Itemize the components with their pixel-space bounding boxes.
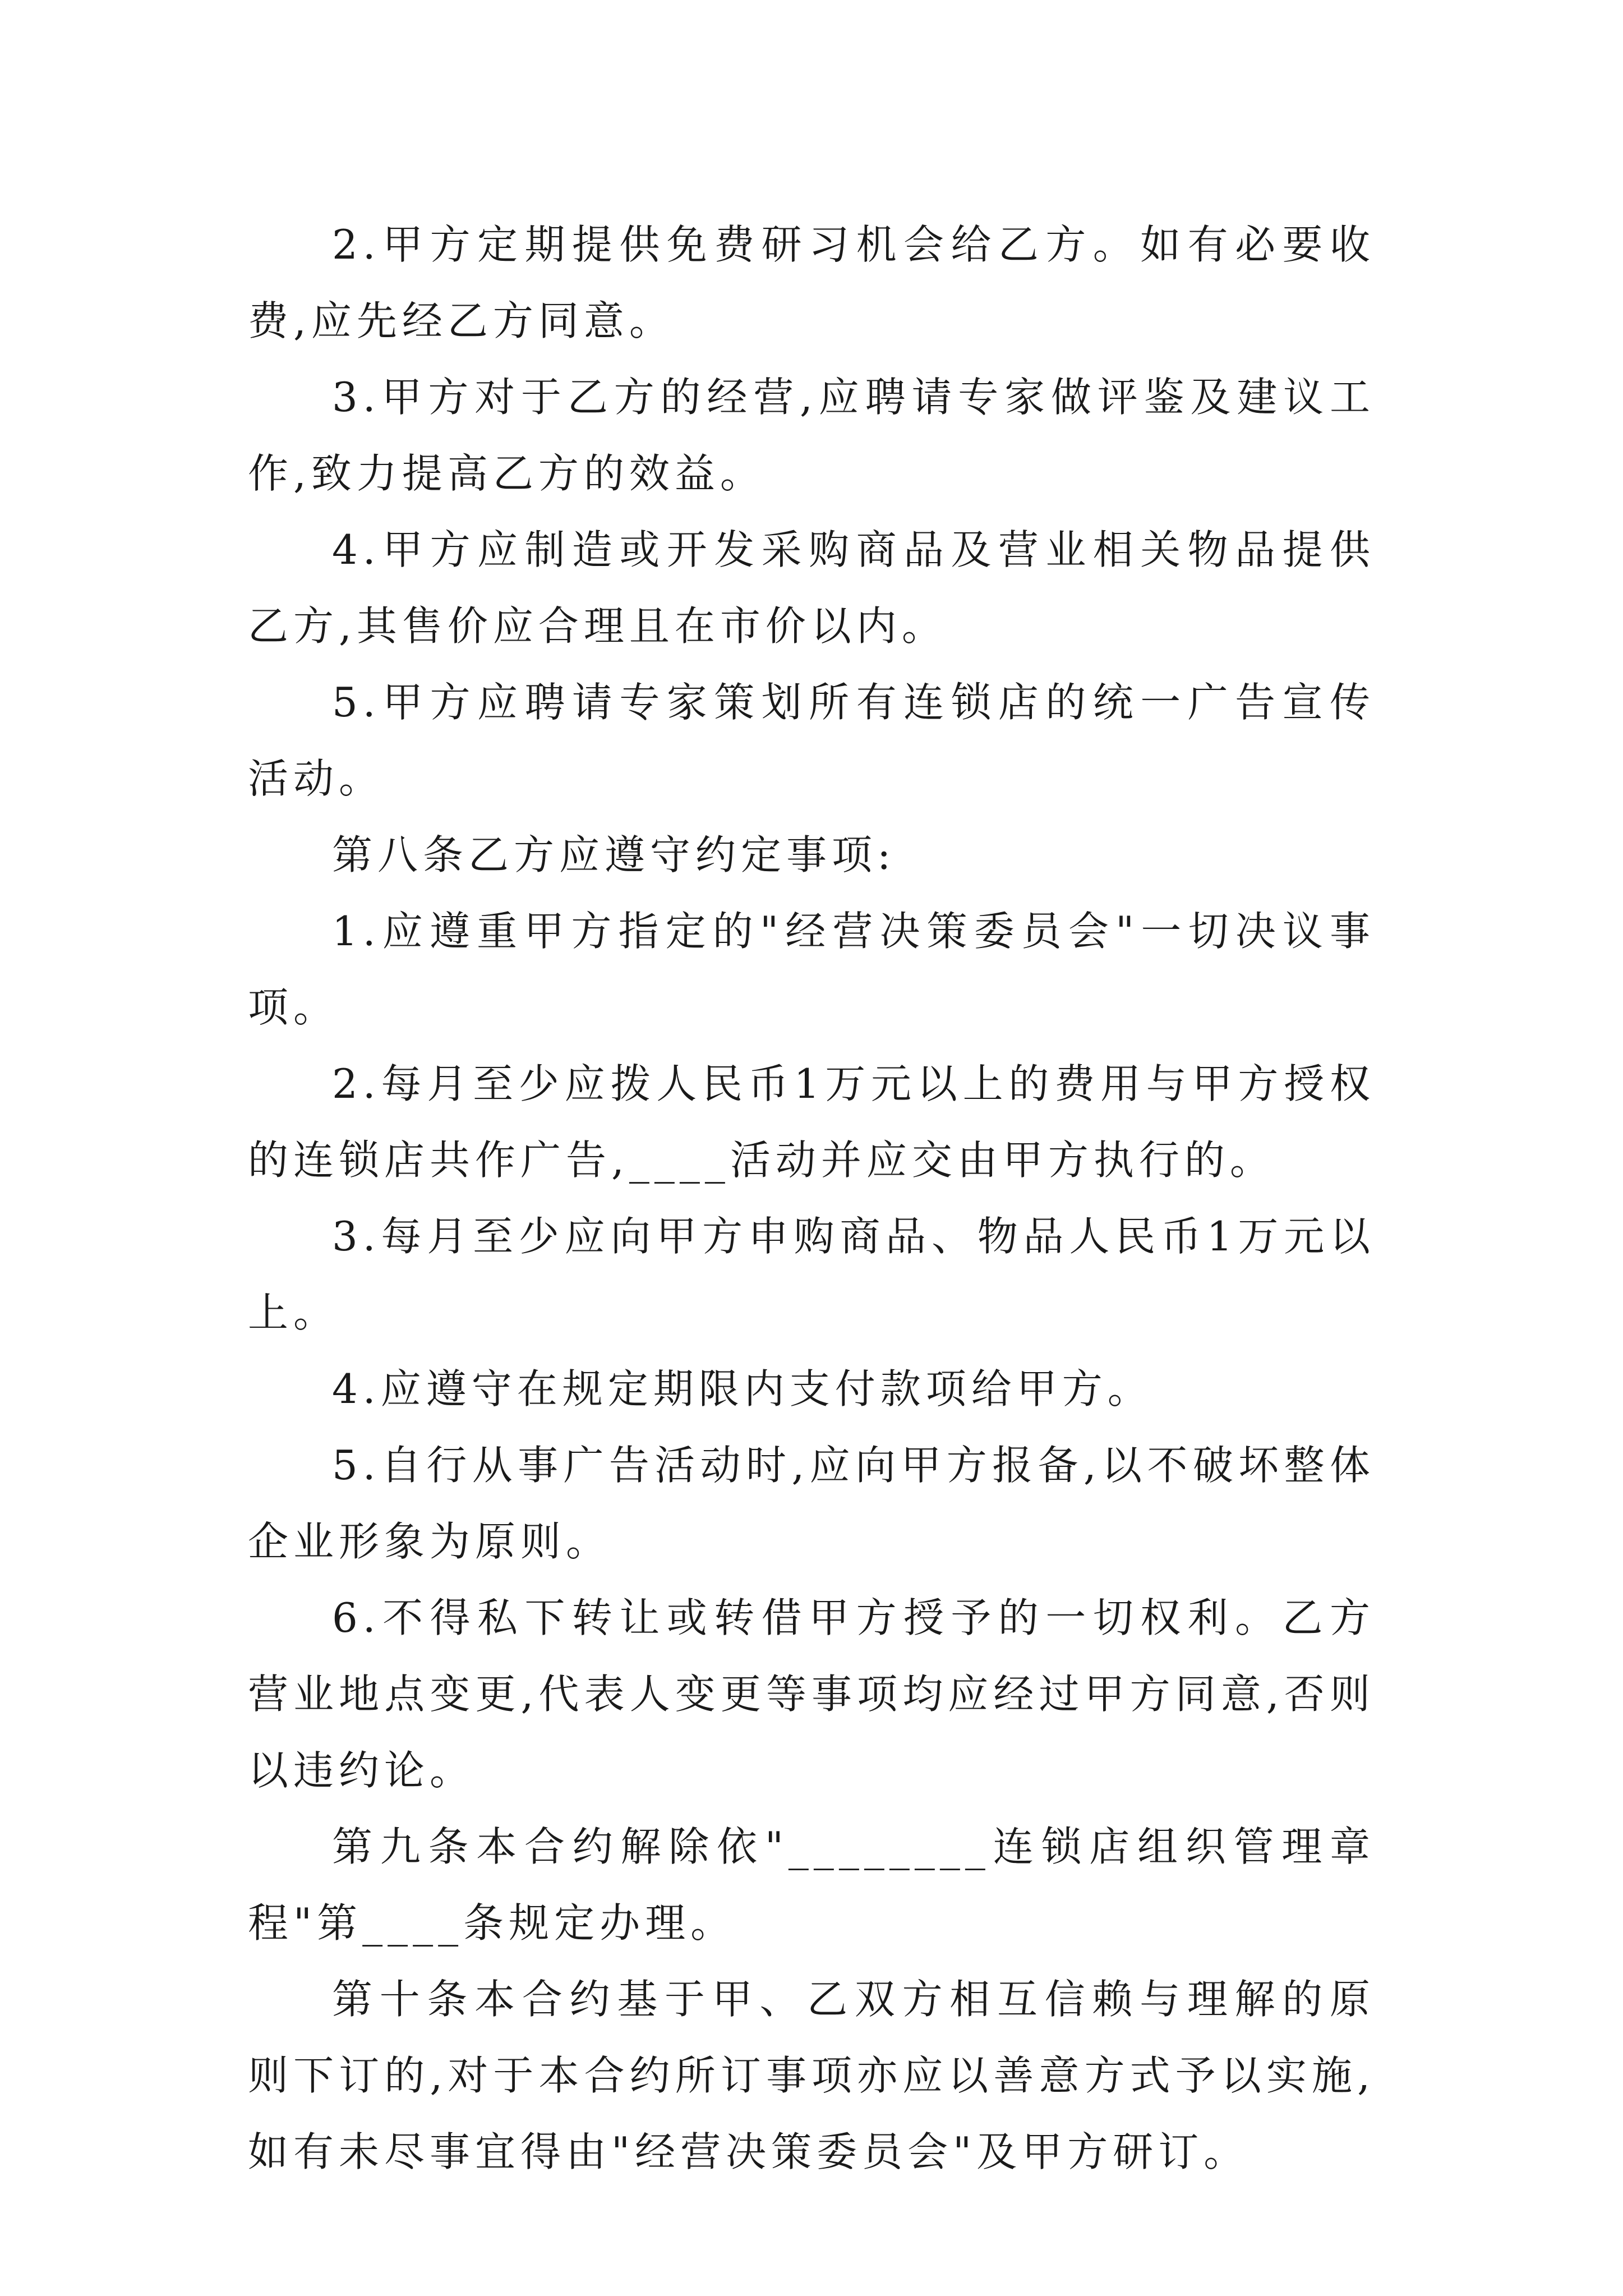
clause-paragraph: 4.甲方应制造或开发采购商品及营业相关物品提供乙方,其售价应合理且在市价以内。	[248, 526, 1375, 650]
document-body	[248, 206, 1375, 2190]
clause-paragraph: 4.应遵守在规定期限内支付款项给甲方。	[332, 1365, 1153, 1412]
clause-paragraph: 5.甲方应聘请专家策划所有连锁店的统一广告宣传活动。	[248, 679, 1375, 802]
clause-paragraph: 3.甲方对于乙方的经营,应聘请专家做评鉴及建议工作,致力提高乙方的效益。	[248, 374, 1375, 497]
clause-paragraph: 6.不得私下转让或转借甲方授予的一切权利。乙方营业地点变更,代表人变更等事项均应经过甲方同意,否则以违约论。	[248, 1594, 1375, 1794]
article-paragraph: 第九条本合约解除依"________连锁店组织管理章程"第____条规定办理。	[248, 1823, 1375, 1947]
clause-paragraph: 5.自行从事广告活动时,应向甲方报备,以不破坏整体企业形象为原则。	[248, 1442, 1375, 1565]
clause-paragraph: 2.每月至少应拨人民币1万元以上的费用与甲方授权的连锁店共作广告,____活动并应交由甲方执行的。	[248, 1060, 1375, 1184]
article-paragraph: 第十条本合约基于甲、乙双方相互信赖与理解的原则下订的,对于本合约所订事项亦应以善意方式予以实施,如有未尽事宜得由"经营决策委员会"及甲方研订。	[248, 1976, 1375, 2175]
article-heading: 第八条乙方应遵守约定事项:	[332, 831, 896, 878]
clause-paragraph: 2.甲方定期提供免费研习机会给乙方。如有必要收费,应先经乙方同意。	[248, 221, 1375, 344]
clause-paragraph: 1.应遵重甲方指定的"经营决策委员会"一切决议事项。	[248, 908, 1375, 1031]
clause-paragraph: 3.每月至少应向甲方申购商品、物品人民币1万元以上。	[248, 1213, 1375, 1336]
